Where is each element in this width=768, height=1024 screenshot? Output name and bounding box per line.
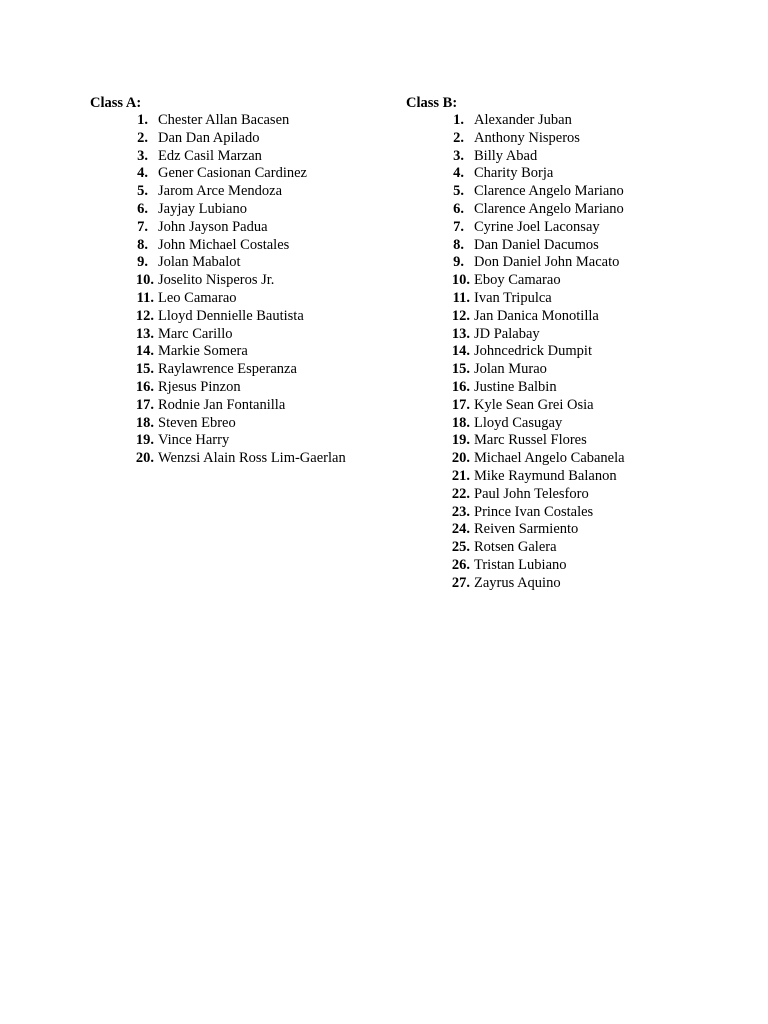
list-item bbox=[406, 272, 625, 290]
item-number: 20. bbox=[451, 450, 470, 467]
item-number: 18. bbox=[135, 414, 154, 431]
list-item bbox=[406, 201, 625, 219]
item-number: 9. bbox=[453, 254, 464, 271]
student-name: Prince Ivan Costales bbox=[474, 503, 594, 520]
student-name: Alexander Juban bbox=[474, 112, 572, 128]
item-number: 2. bbox=[453, 129, 464, 146]
list-item bbox=[90, 397, 346, 415]
item-number: 16. bbox=[135, 378, 154, 395]
student-name: Jolan Murao bbox=[474, 361, 547, 378]
student-name: Eboy Camarao bbox=[474, 272, 561, 289]
list-item bbox=[90, 254, 346, 272]
list-item bbox=[406, 219, 625, 237]
item-number: 14. bbox=[135, 343, 154, 360]
student-name: Steven Ebreo bbox=[158, 414, 236, 431]
item-number: 3. bbox=[453, 147, 464, 164]
class-b-heading: Class B: bbox=[406, 95, 458, 111]
student-name: Cyrine Joel Laconsay bbox=[474, 218, 600, 235]
list-item bbox=[406, 343, 625, 361]
list-item bbox=[90, 379, 346, 397]
list-item bbox=[406, 397, 625, 415]
student-name: Jayjay Lubiano bbox=[158, 200, 247, 217]
list-item bbox=[406, 521, 625, 539]
list-item bbox=[406, 254, 625, 272]
list-item bbox=[406, 148, 625, 166]
student-name: Jolan Mabalot bbox=[158, 254, 241, 271]
student-name: Clarence Angelo Mariano bbox=[474, 183, 624, 200]
student-name: Dan Dan Apilado bbox=[158, 129, 260, 146]
item-number: 19. bbox=[135, 432, 154, 449]
item-number: 25. bbox=[451, 539, 470, 556]
item-number: 1. bbox=[137, 112, 148, 128]
list-item bbox=[406, 130, 625, 148]
item-number: 14. bbox=[451, 343, 470, 360]
item-number: 3. bbox=[137, 147, 148, 164]
list-item bbox=[90, 272, 346, 290]
student-name: Billy Abad bbox=[474, 147, 538, 164]
list-item bbox=[90, 361, 346, 379]
student-name: Rodnie Jan Fontanilla bbox=[158, 396, 286, 413]
item-number: 16. bbox=[451, 378, 470, 395]
student-name: Mike Raymund Balanon bbox=[474, 467, 617, 484]
student-name: Reiven Sarmiento bbox=[474, 521, 579, 538]
student-name: Gener Casionan Cardinez bbox=[158, 165, 307, 182]
list-item bbox=[90, 308, 346, 326]
list-item bbox=[406, 486, 625, 504]
student-name: John Michael Costales bbox=[158, 236, 290, 253]
list-item bbox=[90, 165, 346, 183]
list-item bbox=[90, 130, 346, 148]
list-item bbox=[406, 557, 625, 575]
student-name: Vince Harry bbox=[158, 432, 230, 449]
list-item bbox=[406, 415, 625, 433]
class-a-student-list bbox=[90, 112, 346, 468]
student-name: Edz Casil Marzan bbox=[158, 147, 262, 164]
student-name: Markie Somera bbox=[158, 343, 248, 360]
student-name: Clarence Angelo Mariano bbox=[474, 200, 624, 217]
student-name: John Jayson Padua bbox=[158, 218, 268, 235]
item-number: 10. bbox=[135, 272, 154, 289]
list-item bbox=[90, 219, 346, 237]
student-name: Michael Angelo Cabanela bbox=[474, 450, 625, 467]
student-name: Anthony Nisperos bbox=[474, 129, 580, 146]
student-name: Lloyd Dennielle Bautista bbox=[158, 307, 304, 324]
item-number: 5. bbox=[453, 183, 464, 200]
list-item bbox=[406, 539, 625, 557]
item-number: 2. bbox=[137, 129, 148, 146]
student-name: Rjesus Pinzon bbox=[158, 378, 241, 395]
item-number: 7. bbox=[453, 218, 464, 235]
item-number: 4. bbox=[137, 165, 148, 182]
item-number: 13. bbox=[451, 325, 470, 342]
student-name: Paul John Telesforo bbox=[474, 485, 589, 502]
item-number: 8. bbox=[137, 236, 148, 253]
student-name: Ivan Tripulca bbox=[474, 289, 552, 306]
class-a-section bbox=[90, 94, 346, 468]
student-name: Don Daniel John Macato bbox=[474, 254, 620, 271]
student-name: Tristan Lubiano bbox=[474, 556, 567, 573]
item-number: 13. bbox=[135, 325, 154, 342]
list-item bbox=[406, 361, 625, 379]
student-name: Lloyd Casugay bbox=[474, 414, 563, 431]
item-number: 17. bbox=[135, 396, 154, 413]
student-name: Leo Camarao bbox=[158, 289, 237, 306]
item-number: 5. bbox=[137, 183, 148, 200]
item-number: 8. bbox=[453, 236, 464, 253]
item-number: 23. bbox=[451, 503, 470, 520]
list-item bbox=[406, 165, 625, 183]
list-item bbox=[90, 183, 346, 201]
item-number: 10. bbox=[451, 272, 470, 289]
list-item bbox=[90, 237, 346, 255]
list-item bbox=[406, 379, 625, 397]
item-number: 6. bbox=[137, 200, 148, 217]
item-number: 4. bbox=[453, 165, 464, 182]
list-item bbox=[90, 450, 346, 468]
item-number: 17. bbox=[451, 396, 470, 413]
item-number: 26. bbox=[451, 556, 470, 573]
list-item bbox=[406, 183, 625, 201]
list-item bbox=[90, 326, 346, 344]
student-name: Charity Borja bbox=[474, 165, 554, 182]
item-number: 9. bbox=[137, 254, 148, 271]
student-name: JD Palabay bbox=[474, 325, 540, 342]
list-item bbox=[406, 308, 625, 326]
student-name: Rotsen Galera bbox=[474, 539, 557, 556]
class-a-heading: Class A: bbox=[90, 95, 142, 111]
list-item bbox=[406, 432, 625, 450]
student-name: Joselito Nisperos Jr. bbox=[158, 272, 275, 289]
student-name: Chester Allan Bacasen bbox=[158, 112, 290, 128]
list-item bbox=[90, 343, 346, 361]
item-number: 15. bbox=[451, 361, 470, 378]
list-item bbox=[90, 415, 346, 433]
student-name: Marc Russel Flores bbox=[474, 432, 587, 449]
list-item bbox=[406, 575, 625, 593]
student-name: Zayrus Aquino bbox=[474, 574, 561, 591]
item-number: 12. bbox=[135, 307, 154, 324]
item-number: 19. bbox=[451, 432, 470, 449]
list-item bbox=[406, 112, 625, 130]
list-item bbox=[406, 504, 625, 522]
class-b-section bbox=[406, 94, 625, 593]
student-name: Dan Daniel Dacumos bbox=[474, 236, 599, 253]
item-number: 18. bbox=[451, 414, 470, 431]
list-item bbox=[90, 432, 346, 450]
item-number: 20. bbox=[135, 450, 154, 467]
student-name: Johncedrick Dumpit bbox=[474, 343, 592, 360]
list-item bbox=[406, 468, 625, 486]
item-number: 11. bbox=[452, 289, 470, 306]
class-b-student-list bbox=[406, 112, 625, 593]
list-item bbox=[406, 237, 625, 255]
list-item bbox=[406, 450, 625, 468]
item-number: 6. bbox=[453, 200, 464, 217]
item-number: 21. bbox=[451, 467, 470, 484]
item-number: 24. bbox=[451, 521, 470, 538]
student-name: Raylawrence Esperanza bbox=[158, 361, 297, 378]
student-name: Jarom Arce Mendoza bbox=[158, 183, 283, 200]
item-number: 7. bbox=[137, 218, 148, 235]
student-name: Justine Balbin bbox=[474, 378, 557, 395]
student-name: Marc Carillo bbox=[158, 325, 233, 342]
list-item bbox=[406, 326, 625, 344]
item-number: 15. bbox=[135, 361, 154, 378]
item-number: 11. bbox=[136, 289, 154, 306]
item-number: 1. bbox=[453, 112, 464, 128]
student-name: Jan Danica Monotilla bbox=[474, 307, 599, 324]
list-item bbox=[406, 290, 625, 308]
item-number: 27. bbox=[451, 574, 470, 591]
list-item bbox=[90, 201, 346, 219]
item-number: 12. bbox=[451, 307, 470, 324]
student-name: Kyle Sean Grei Osia bbox=[474, 396, 594, 413]
item-number: 22. bbox=[451, 485, 470, 502]
list-item bbox=[90, 290, 346, 308]
list-item bbox=[90, 112, 346, 130]
student-name: Wenzsi Alain Ross Lim-Gaerlan bbox=[158, 450, 346, 467]
list-item bbox=[90, 148, 346, 166]
